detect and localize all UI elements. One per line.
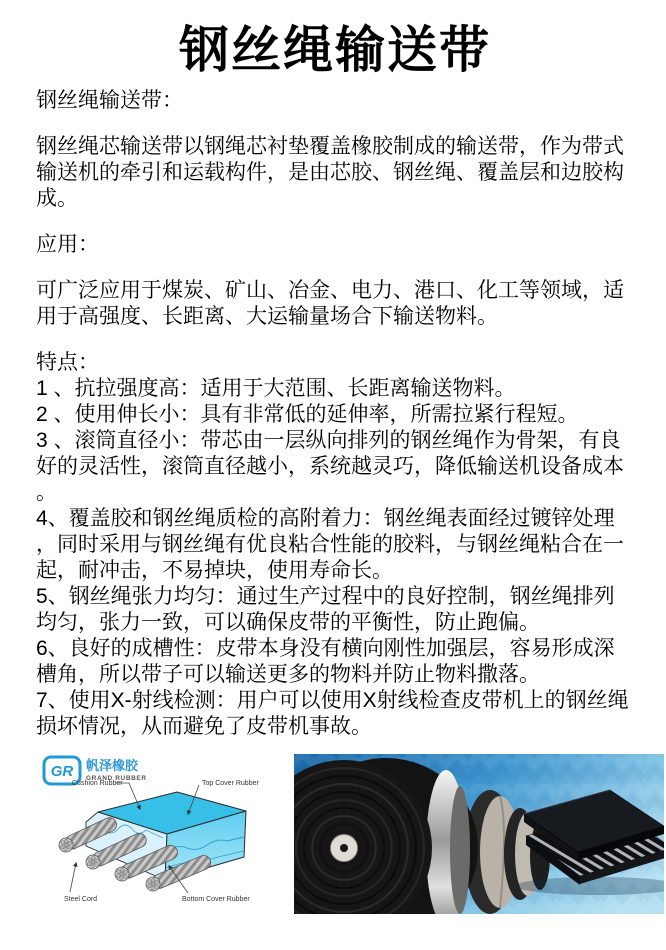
feature-item-6: 6、良好的成槽性：皮带本身没有横向刚性加强层，容易形成深槽角，所以带子可以输送更多的物料并防止物料撒落。 [36,637,615,686]
belt-structure-diagram-image [36,754,284,914]
brand-name-en: GRAND RUBBER [86,775,147,782]
belt-diagram-svg [36,754,284,914]
intro-label: 钢丝绳输送带： [36,89,183,112]
belt-block-illustration [57,792,246,893]
feature-item-1: 1 、抗拉强度高：适用于大范围、长距离输送物料。 [36,377,516,400]
image-row [36,754,634,914]
feature-item-2: 2 、使用伸长小：具有非常低的延伸率，所需拉紧行程短。 [36,403,579,426]
diagram-label-cushion-rubber: Cushion Rubber [72,780,123,787]
application-paragraph: 可广泛应用于煤炭、矿山、冶金、电力、港口、化工等领域，适用于高强度、长距离、大运输量场合下输送物料。 [36,279,624,328]
diagram-label-top-cover-rubber: Top Cover Rubber [202,780,259,787]
feature-item-3: 3 、滚筒直径小：带芯由一层纵向排列的钢丝绳作为骨架，有良好的灵活性，滚筒直径越小，系统越灵巧，降低输送机设备成本。 [36,429,624,504]
feature-item-7: 7、使用X-射线检测：用户可以使用X射线检查皮带机上的钢丝绳损坏情况，从而避免了皮带机事故。 [36,689,629,738]
diagram-label-steel-cord: Steel Cord [64,896,98,903]
application-label: 应用： [36,233,99,256]
gr-monogram-icon: GR [50,763,74,780]
brand-name-cn: 帆泽橡胶 [86,758,139,773]
document-page [0,20,666,914]
belt-photo-svg [294,754,664,914]
features-label: 特点： [36,351,99,374]
feature-item-4: 4、覆盖胶和钢丝绳质检的高附着力：钢丝绳表面经过镀锌处理，同时采用与钢丝绳有优良粘合性能的胶料，与钢丝绳粘合在一起，耐冲击，不易掉块，使用寿命长。 [36,507,624,582]
feature-item-5: 5、钢丝绳张力均匀：通过生产过程中的良好控制，钢丝绳排列均匀，张力一致，可以确保皮带的平衡性，防止跑偏。 [36,585,615,634]
features-section [36,350,634,740]
diagram-label-bottom-cover-rubber: Bottom Cover Rubber [182,896,250,903]
conveyor-belt-photo-image [294,754,664,914]
intro-paragraph: 钢丝绳芯输送带以钢绳芯衬垫覆盖橡胶制成的输送带，作为带式输送机的牵引和运载构件，是由芯胶、钢丝绳、覆盖层和边胶构成。 [36,135,624,210]
page-title: 钢丝绳输送带 [179,22,491,78]
